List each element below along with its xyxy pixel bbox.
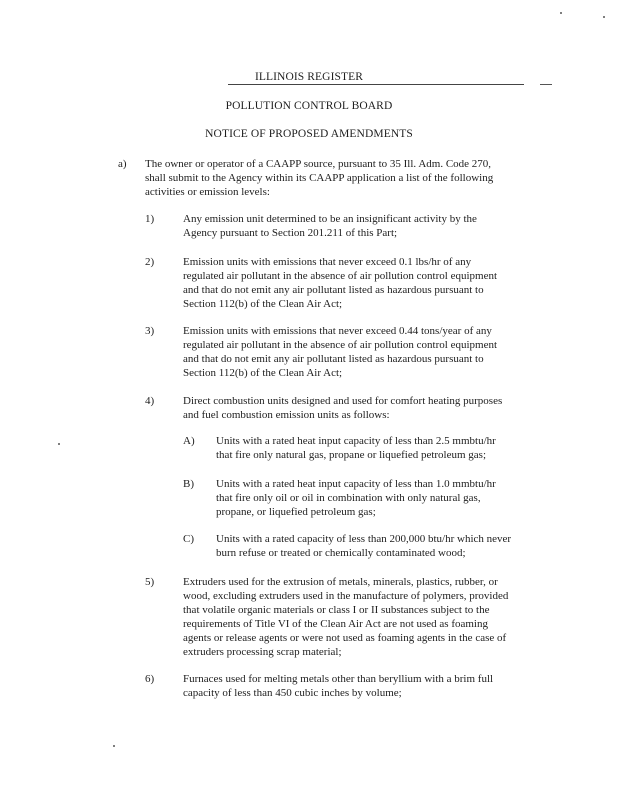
text-line: shall submit to the Agency within its CAAPP application a list of the following	[145, 171, 494, 184]
item-5-text	[183, 576, 543, 659]
text-line: Section 112(b) of the Clean Air Act;	[183, 297, 343, 310]
text-line: Units with a rated capacity of less than 200,000 btu/hr which never	[216, 533, 512, 545]
scan-speck	[113, 745, 115, 747]
text-line: agents or release agents or were not used as foaming agents in the case of	[183, 631, 507, 644]
text-line: and that do not emit any air pollutant listed as hazardous pursuant to	[183, 283, 484, 296]
text-line: capacity of less than 450 cubic inches by volume;	[183, 686, 402, 699]
header-rule-tail	[540, 84, 552, 85]
scan-speck	[560, 12, 562, 14]
subitem-b-text	[216, 478, 543, 520]
text-line: that fire only natural gas, propane or liquefied petroleum gas;	[216, 448, 487, 461]
board-title: POLLUTION CONTROL BOARD	[225, 100, 393, 112]
text-line: Emission units with emissions that never exceed 0.1 lbs/hr of any	[183, 256, 472, 268]
section-a-label: a)	[118, 158, 127, 170]
item-6-label: 6)	[145, 673, 155, 685]
text-line: and that do not emit any air pollutant listed as hazardous pursuant to	[183, 352, 484, 365]
text-line: requirements of Title VI of the Clean Air Act are not used as foaming	[183, 617, 488, 630]
subitem-c-label: C)	[183, 533, 194, 545]
text-line: Agency pursuant to Section 201.211 of this Part;	[183, 226, 398, 239]
subitem-b-label: B)	[183, 478, 194, 490]
subitem-c-text	[216, 533, 543, 561]
subitem-a-text	[216, 435, 543, 463]
text-line: that volatile organic materials or class I or II substances subject to the	[183, 603, 490, 616]
text-line: Any emission unit determined to be an insignificant activity by the	[183, 213, 477, 225]
text-line: Units with a rated heat input capacity of less than 2.5 mmbtu/hr	[216, 435, 496, 447]
text-line: that fire only oil or oil in combination with only natural gas,	[216, 491, 481, 504]
item-4-text	[183, 395, 543, 423]
text-line: and fuel combustion emission units as follows:	[183, 408, 390, 421]
item-4-label: 4)	[145, 395, 155, 407]
section-a-text	[145, 158, 543, 200]
text-line: Direct combustion units designed and used for comfort heating purposes	[183, 395, 503, 407]
text-line: Section 112(b) of the Clean Air Act;	[183, 366, 343, 379]
item-1-text	[183, 213, 543, 241]
scan-speck	[58, 443, 60, 445]
text-line: Furnaces used for melting metals other than beryllium with a brim full	[183, 673, 494, 685]
text-line: propane, or liquefied petroleum gas;	[216, 505, 376, 518]
subitem-a-label: A)	[183, 435, 195, 447]
notice-title: NOTICE OF PROPOSED AMENDMENTS	[205, 128, 413, 140]
item-5-label: 5)	[145, 576, 155, 588]
item-3-text	[183, 325, 543, 381]
item-6-text	[183, 673, 543, 701]
item-2-text	[183, 256, 543, 312]
header-rule	[228, 84, 524, 85]
text-line: The owner or operator of a CAAPP source, pursuant to 35 Ill. Adm. Code 270,	[145, 158, 492, 170]
text-line: burn refuse or treated or chemically contaminated wood;	[216, 546, 466, 559]
scan-speck	[603, 16, 605, 18]
text-line: Extruders used for the extrusion of metals, minerals, plastics, rubber, or	[183, 576, 498, 588]
register-title: ILLINOIS REGISTER	[254, 71, 364, 83]
text-line: Units with a rated heat input capacity of less than 1.0 mmbtu/hr	[216, 478, 496, 490]
text-line: regulated air pollutant in the absence of air pollution control equipment	[183, 338, 498, 351]
item-2-label: 2)	[145, 256, 155, 268]
text-line: activities or emission levels:	[145, 185, 270, 198]
item-3-label: 3)	[145, 325, 155, 337]
text-line: wood, excluding extruders used in the manufacture of polymers, provided	[183, 589, 509, 602]
item-1-label: 1)	[145, 213, 155, 225]
text-line: Emission units with emissions that never exceed 0.44 tons/year of any	[183, 325, 492, 337]
text-line: regulated air pollutant in the absence of air pollution control equipment	[183, 269, 498, 282]
text-line: extruders processing scrap material;	[183, 645, 342, 658]
